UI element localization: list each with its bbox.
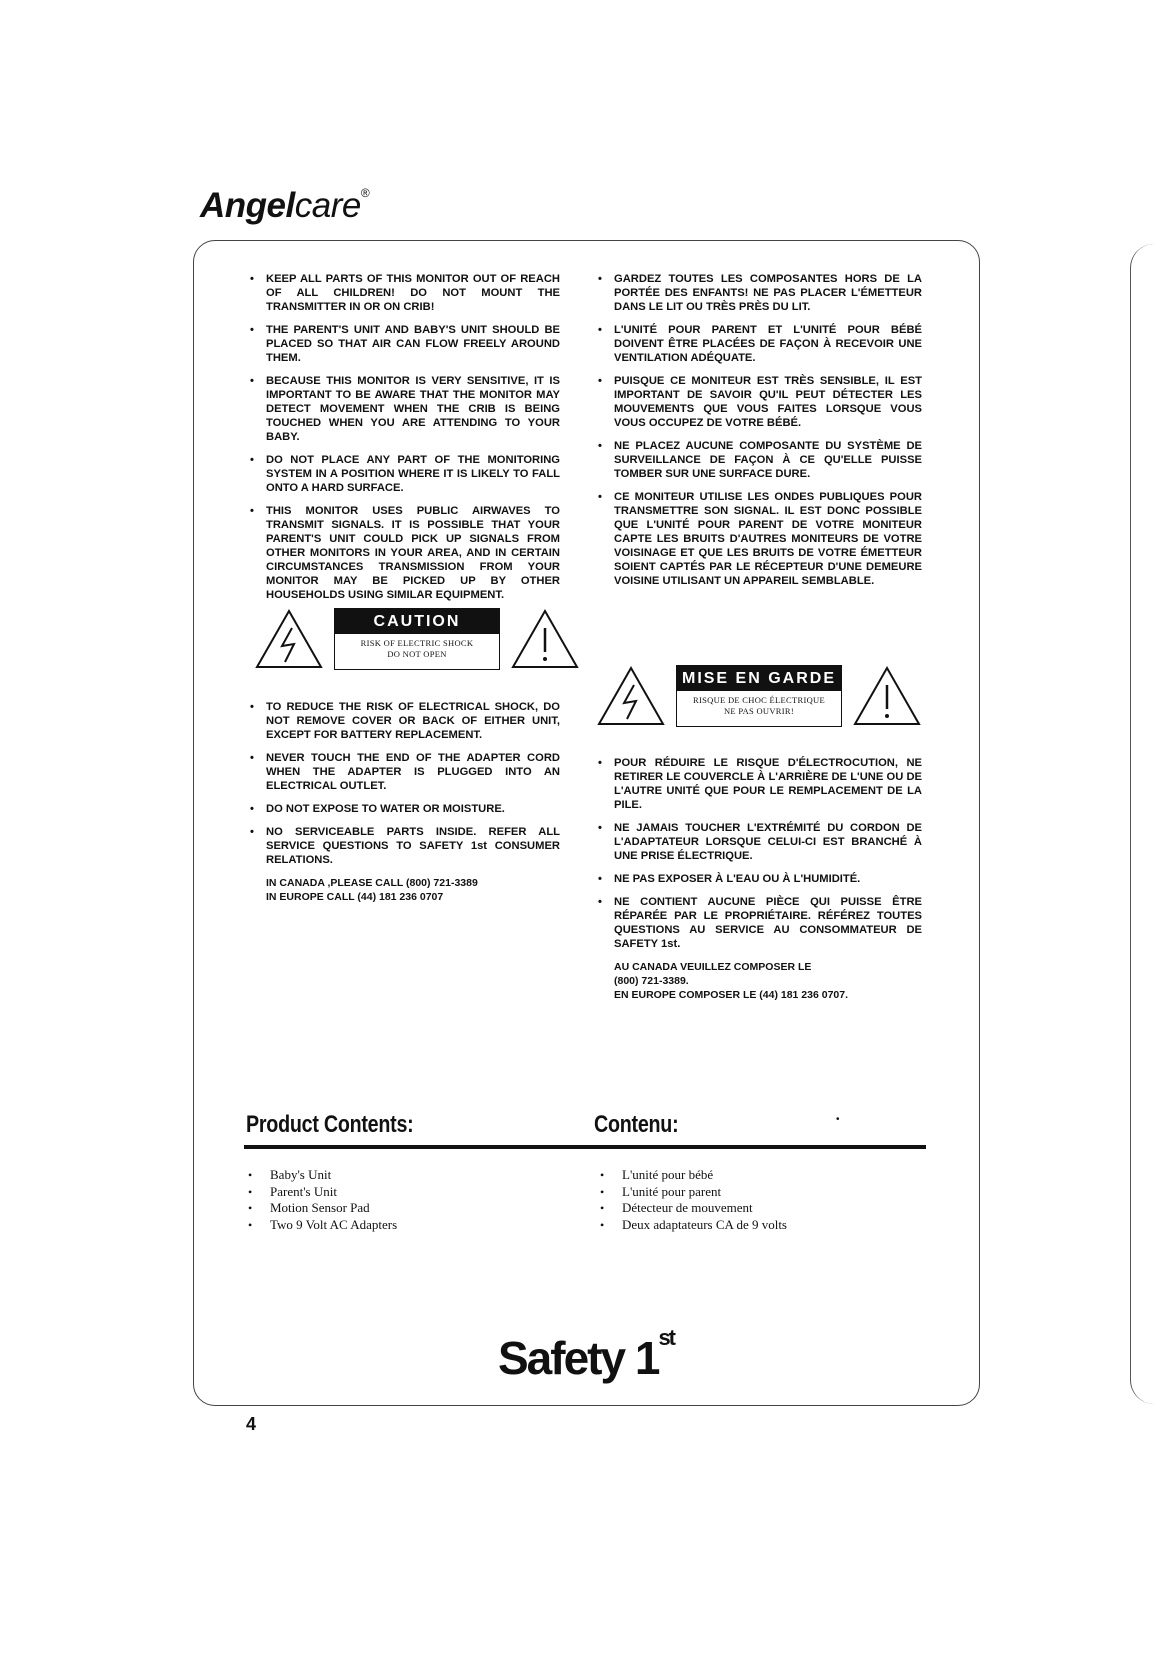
product-contents-title: Product Contents:: [246, 1111, 414, 1138]
warning-item: • NE JAMAIS TOUCHER L'EXTRÉMITÉ DU CORDON DE L'ADAPTATEUR LORSQUE CELUI-CI EST BRANCHÉ À UNE PRISE ÉLECTRIQUE.: [614, 821, 922, 863]
french-contact: AU CANADA VEUILLEZ COMPOSER LE (800) 721-3389. EN EUROPE COMPOSER LE (44) 181 236 0707.: [614, 961, 849, 1001]
warning-item: • TO REDUCE THE RISK OF ELECTRICAL SHOCK, DO NOT REMOVE COVER OR BACK OF EITHER UNIT, EXCEPT FOR BATTERY REPLACEMENT.: [266, 700, 560, 742]
electric-shock-icon: [254, 608, 324, 670]
warning-item: • NO SERVICEABLE PARTS INSIDE. REFER ALL SERVICE QUESTIONS TO SAFETY 1st CONSUMER RELATIONS.: [266, 825, 560, 867]
warning-item: • NE PAS EXPOSER À L'EAU OU À L'HUMIDITÉ.: [614, 872, 922, 886]
caution-line: NE PAS OUVRIR!: [723, 706, 794, 716]
safety-1st-logo: Safety 1st: [498, 1325, 674, 1384]
angelcare-logo: Angelcare®: [200, 186, 370, 225]
french-warnings-bottom: [614, 756, 922, 1002]
english-warnings-top: [266, 272, 560, 611]
mise-en-garde-graphic: [596, 665, 922, 727]
list-item: • Motion Sensor Pad: [270, 1200, 560, 1217]
list-item: • L'unité pour parent: [622, 1184, 922, 1201]
warning-item: • NE CONTIENT AUCUNE PIÈCE QUI PUISSE ÊTRE RÉPARÉE PAR LE PROPRIÉTAIRE. RÉFÉREZ TOUTES QUESTIONS AU SERVICE AU CONSOMMATEUR DE SAFETY 1st.: [614, 895, 922, 951]
french-warnings-top: [614, 272, 922, 597]
warning-item: • PUISQUE CE MONITEUR EST TRÈS SENSIBLE, IL EST IMPORTANT DE SAVOIR QU'IL PEUT DÉTECTER LES MOUVEMENTS QUE VOUS FAITES LORSQUE VOUS VOUS OCCUPEZ DE VOTRE BÉBÉ.: [614, 374, 922, 430]
caution-line: RISQUE DE CHOC ÉLECTRIQUE: [693, 695, 825, 705]
warning-item: • KEEP ALL PARTS OF THIS MONITOR OUT OF REACH OF ALL CHILDREN! DO NOT MOUNT THE TRANSMITTER IN OR ON CRIB!: [266, 272, 560, 314]
warning-item: • NE PLACEZ AUCUNE COMPOSANTE DU SYSTÈME DE SURVEILLANCE DE FAÇON À CE QU'ELLE PUISSE TOMBER SUR UNE SURFACE DURE.: [614, 439, 922, 481]
section-rule: [244, 1145, 926, 1149]
caution-line: DO NOT OPEN: [387, 649, 447, 659]
exclamation-icon: [510, 608, 580, 670]
list-item: • Détecteur de mouvement: [622, 1200, 922, 1217]
warning-item: • DO NOT PLACE ANY PART OF THE MONITORING SYSTEM IN A POSITION WHERE IT IS LIKELY TO FALL ONTO A HARD SURFACE.: [266, 453, 560, 495]
stray-dot: •: [836, 1114, 840, 1125]
warning-item: • THIS MONITOR USES PUBLIC AIRWAVES TO TRANSMIT SIGNALS. IT IS POSSIBLE THAT YOUR PARENT'S UNIT COULD PICK UP SIGNALS FROM OTHER MONITORS IN YOUR AREA, AND IN CERTAIN CIRCUMSTANCES TRANSMISSION FROM YOUR MONITOR MAY BE PICKED UP BY OTHER HOUSEHOLDS USING SIMILAR EQUIPMENT.: [266, 504, 560, 602]
warning-item: • THE PARENT'S UNIT AND BABY'S UNIT SHOULD BE PLACED SO THAT AIR CAN FLOW FREELY AROUND THEM.: [266, 323, 560, 365]
caution-line: RISK OF ELECTRIC SHOCK: [360, 638, 474, 648]
english-contact: IN CANADA ,PLEASE CALL (800) 721-3389 IN EUROPE CALL (44) 181 236 0707: [266, 877, 478, 903]
contenu-title: Contenu:: [594, 1111, 679, 1138]
page-number: 4: [246, 1414, 257, 1434]
mise-en-garde-label: [676, 665, 842, 727]
warning-item: • NEVER TOUCH THE END OF THE ADAPTER CORD WHEN THE ADAPTER IS PLUGGED INTO AN ELECTRICAL OUTLET.: [266, 751, 560, 793]
list-item: • L'unité pour bébé: [622, 1167, 922, 1184]
warning-item: • CE MONITEUR UTILISE LES ONDES PUBLIQUES POUR TRANSMETTRE SON SIGNAL. IL EST DONC POSSIBLE QUE L'UNITÉ POUR PARENT DE VOTRE MONITEUR CAPTE LES BRUITS D'AUTRES MONITEURS DE VOTRE VOISINAGE ET QUE LES BRUITS DE VOTRE ÉMETTEUR SOIENT CAPTÉS PAR LE RÉCEPTEUR D'UNE DEMEURE VOISINE UTILISANT UN APPAREIL SEMBLABLE.: [614, 490, 922, 588]
electric-shock-icon: [596, 665, 666, 727]
english-warnings-bottom: [266, 700, 560, 904]
exclamation-icon: [852, 665, 922, 727]
warning-item: • L'UNITÉ POUR PARENT ET L'UNITÉ POUR BÉBÉ DOIVENT ÊTRE PLACÉES DE FAÇON À RECEVOIR UNE VENTILATION ADÉQUATE.: [614, 323, 922, 365]
list-item: • Deux adaptateurs CA de 9 volts: [622, 1217, 922, 1234]
warning-item: • DO NOT EXPOSE TO WATER OR MOISTURE.: [266, 802, 560, 816]
list-item: • Parent's Unit: [270, 1184, 560, 1201]
caution-title: MISE EN GARDE: [677, 666, 841, 691]
product-contents-list-fr: [622, 1167, 922, 1233]
warning-item: • POUR RÉDUIRE LE RISQUE D'ÉLECTROCUTION, NE RETIRER LE COUVERCLE À L'ARRIÈRE DE L'UNE OU DE L'AUTRE UNITÉ QUE POUR LE REMPLACEMENT DE LA PILE.: [614, 756, 922, 812]
caution-title: CAUTION: [335, 609, 499, 634]
warning-item: • GARDEZ TOUTES LES COMPOSANTES HORS DE LA PORTÉE DES ENFANTS! NE PAS PLACER L'ÉMETTEUR DANS LE LIT OU TRÈS PRÈS DU LIT.: [614, 272, 922, 314]
caution-label: [334, 608, 500, 670]
list-item: • Baby's Unit: [270, 1167, 560, 1184]
warning-item: • BECAUSE THIS MONITOR IS VERY SENSITIVE, IT IS IMPORTANT TO BE AWARE THAT THE MONITOR MAY DETECT MOVEMENT WHEN THE CRIB IS BEING TOUCHED WHEN YOU ARE ATTENDING TO YOUR BABY.: [266, 374, 560, 444]
caution-graphic: [254, 608, 580, 670]
product-contents-list-en: [270, 1167, 560, 1233]
list-item: • Two 9 Volt AC Adapters: [270, 1217, 560, 1234]
next-page-edge: [1130, 244, 1171, 1404]
